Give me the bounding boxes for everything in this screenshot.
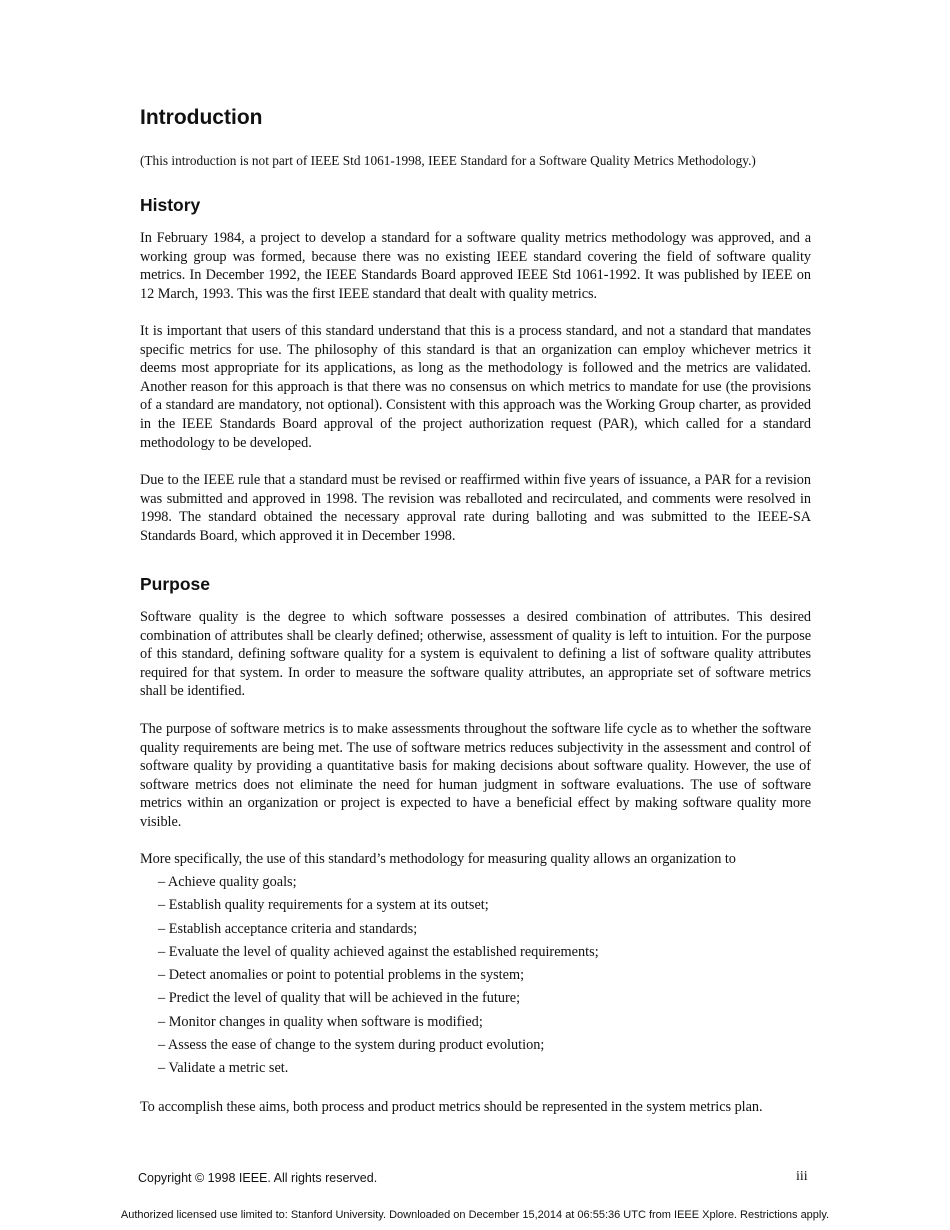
purpose-paragraph-2: The purpose of software metrics is to make assessments throughout the software life cycle as to whether the software quality requirements are being met. The use of software metrics reduces subjectivity in the assessment and control of software quality by providing a quantitative basis for making decisions about software quality. However, the use of software metrics does not eliminate the need for human judgment in software evaluations. The use of software metrics within an organization or project is expected to have a beneficial effect by making software quality more visible. [140,721,811,830]
license-notice: Authorized licensed use limited to: Stanford University. Downloaded on December 15,2014 at 06:55:36 UTC from IEEE Xplore. Restrictions apply. [120,1209,830,1221]
purpose-heading: Purpose [140,574,211,594]
page-title: Introduction [140,106,263,129]
closing-paragraph: To accomplish these aims, both process and product metrics should be represented in the system metrics plan. [140,1099,763,1115]
list-item: – Validate a metric set. [158,1060,289,1077]
purpose-paragraph-1: Software quality is the degree to which software possesses a desired combination of attributes. This desired combination of attributes shall be clearly defined; otherwise, assessment of quality is left to intuition. For the purpose of this standard, defining software quality for a system is equivalent to defining a list of software quality attributes required for that system. In order to measure the software quality attributes, an appropriate set of software metrics shall be identified. [140,609,811,700]
list-item: – Monitor changes in quality when software is modified; [158,1013,483,1030]
page-number: iii [796,1169,808,1184]
list-item: – Evaluate the level of quality achieved against the established requirements; [158,943,599,960]
list-item: – Establish acceptance criteria and standards; [158,920,418,937]
history-paragraph-1: In February 1984, a project to develop a standard for a software quality metrics methodology was approved, and a working group was formed, because there was no existing IEEE standard covering the field of software quality metrics. In December 1992, the IEEE Standards Board approved IEEE Std 1061-1992. It was published by IEEE on 12 March, 1993. This was the first IEEE standard that dealt with quality metrics. [140,230,811,302]
list-item: – Establish quality requirements for a system at its outset; [158,897,489,914]
intro-note: (This introduction is not part of IEEE Std 1061-1998, IEEE Standard for a Software Quality Metrics Methodology.) [140,153,756,168]
history-heading: History [140,195,201,215]
list-item: – Predict the level of quality that will be achieved in the future; [158,990,521,1007]
list-item: – Assess the ease of change to the system during product evolution; [158,1037,545,1054]
copyright-notice: Copyright © 1998 IEEE. All rights reserved. [138,1171,378,1185]
history-paragraph-3: Due to the IEEE rule that a standard must be revised or reaffirmed within five years of issuance, a PAR for a revision was submitted and approved in 1998. The revision was reballoted and recirculated, and comments were resolved in 1998. The standard obtained the necessary approval rate during balloting and was submitted to the IEEE-SA Standards Board, which approved it in December 1998. [140,472,811,544]
history-paragraph-2: It is important that users of this standard understand that this is a process standard, and not a standard that mandates specific metrics for use. The philosophy of this standard is that an organization can employ whichever metrics it deems most appropriate for its applications, as long as the methodology is followed and the metrics are validated. Another reason for this approach is that there was no consensus on which metrics to mandate for use (the provisions of a standard are mandatory, not optional). Consistent with this approach was the Working Group charter, as provided in the IEEE Standards Board approval of the project authorization request (PAR), which called for a standard methodology to be developed. [140,323,811,451]
list-item: – Detect anomalies or point to potential problems in the system; [158,967,525,984]
purpose-paragraph-3: More specifically, the use of this standard’s methodology for measuring quality allows an organization to [140,851,736,867]
list-item: – Achieve quality goals; [158,874,297,890]
aims-list [158,873,599,1083]
